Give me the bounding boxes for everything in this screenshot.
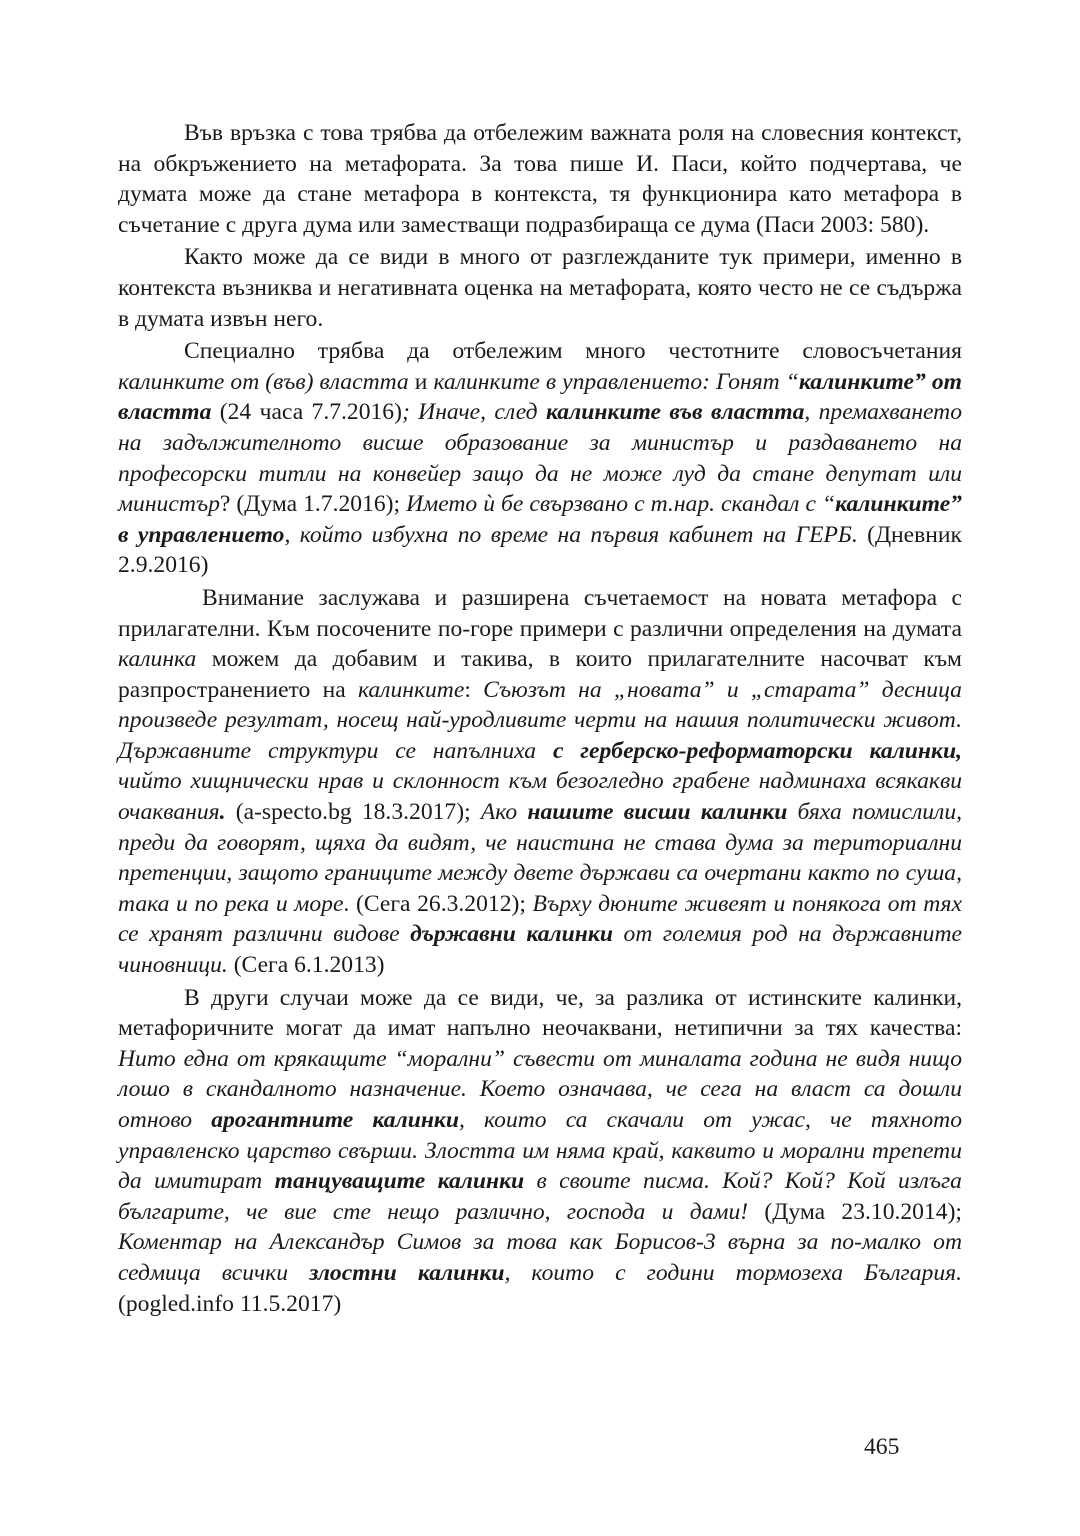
paragraph [118, 242, 962, 334]
italic-text: Ако [480, 799, 528, 826]
text-run: . (Сега 26.3.2012); [343, 890, 533, 917]
bold-italic-text: държавни калинки [410, 921, 613, 948]
bold-italic-text: нашите висши калинки [527, 799, 788, 826]
italic-text: чийто хищнически нрав и склонност към безогледно грабене надминаха всякакви очаквания [118, 768, 962, 826]
bold-italic-text: калинките” от властта [118, 368, 962, 426]
bold-italic-text: танцуващите калинки [274, 1168, 525, 1195]
bold-italic-text: арогантните калинки [211, 1107, 459, 1133]
italic-text: калинките от (във) властта [118, 368, 409, 395]
italic-text: Върху дюните живеят и понякога от тях се хранят различни видове [118, 890, 962, 948]
text-run: В други случаи може да се види, че, за разлика от истинските калинки, метафоричните могат да имат напълно неочаквани, нетипични за тях качества: [118, 984, 962, 1042]
italic-text: от големия род на държавните чиновници. [118, 921, 962, 979]
paragraph [118, 583, 962, 981]
italic-text: , премахването на задължителното висше образование за министър и раздаването на професорски титли на конвейер защо да не може луд да стане депутат или министър [118, 399, 963, 518]
italic-text: ; Иначе, след [401, 399, 546, 426]
italic-text: Името ѝ бе свързвано с т.нар. скандал с “ [406, 491, 836, 518]
text-run: (Дума 23.10.2014); [748, 1198, 962, 1225]
text-run: : [464, 676, 484, 703]
text-run: (24 часа 7.7.2016) [211, 399, 402, 426]
bold-italic-text: с герберско-реформаторски калинки, [552, 737, 962, 764]
text-run: и [408, 368, 434, 395]
italic-text: , които са скачали от ужас, че тяхното управленско царство свърши. Злостта им няма край, каквито и морални трепети да имитират [118, 1107, 962, 1195]
bold-italic-text: калинките” в управлението [118, 491, 962, 548]
italic-text: бяха помислили, преди да говорят, щяха да видят, че наистина не става дума за териториални претенции, защото границите между двете държави са очертани както по суша, така и по река и море [118, 799, 963, 917]
paragraph [118, 336, 962, 581]
text-run: Специално трябва да отбележим много честотните словосъчетания [184, 338, 962, 365]
bold-italic-text: злостни калинки [309, 1259, 505, 1286]
italic-text: Коментар на Александър Симов за това как Борисов-3 върна за по-малко от седмица всички [118, 1229, 962, 1286]
italic-text: калинките в управлението: Гонят “ [433, 368, 799, 395]
text-run: ? (Дума 1.7.2016); [219, 491, 407, 518]
text-run: (Сега 6.1.2013) [227, 952, 385, 979]
text-run: Във връзка с това трябва да отбележим важната роля на словесния контекст, на обкръжението на метафората. За това пише И. Паси, който подчертава, че думата може да стане метафора в контекста, тя функционира като метафора в съчетание с друга дума или заместващи подразбираща се дума (Паси 2003: 580). [118, 120, 962, 238]
paragraph [118, 118, 962, 240]
bold-italic-text: . [219, 799, 226, 826]
bold-italic-text: калинките във властта [545, 399, 805, 426]
italic-text: калинките [357, 676, 465, 703]
text-run: (a-specto.bg 18.3.2017); [225, 799, 481, 826]
italic-text: , който избухна по време на първия кабинет на ГЕРБ. [284, 521, 858, 548]
page-number: 465 [864, 1434, 900, 1460]
italic-text: калинка [118, 646, 197, 673]
text-run: (Дневник 2.9.2016) [118, 521, 963, 579]
italic-text: Нито една от крякащите “морални” съвести от миналата година не видя нищо лошо в скандалното назначение. Което означава, че сега на власт са дошли отново [118, 1045, 962, 1133]
text-run: Внимание заслужава и разширена съчетаемост на новата метафора с прилагателни. Към посочените по-горе примери с различни определения на думата [118, 584, 962, 642]
text-run: можем да добавим и такива, в които прилагателните насочват към разпространението на [118, 646, 962, 703]
paragraph [118, 983, 962, 1320]
italic-text: Съюзът на „новата” и „старата” десница произведе резултат, носещ най-уродливите черти на нашия политически живот. Държавните структури се напълниха [118, 676, 962, 764]
text-run: Както може да се види в много от разглежданите тук примери, именно в контекста възниква и негативната оценка на метафората, която често не се съдържа в думата извън него. [118, 244, 962, 332]
italic-text: , които с години тормозеха България. [504, 1259, 962, 1286]
page-body [118, 118, 962, 1319]
italic-text: в своите писма. Кой? Кой? Кой излъга българите, че вие сте нещо различно, господа и дами! [118, 1168, 962, 1225]
text-run: (pogled.info 11.5.2017) [118, 1290, 342, 1317]
